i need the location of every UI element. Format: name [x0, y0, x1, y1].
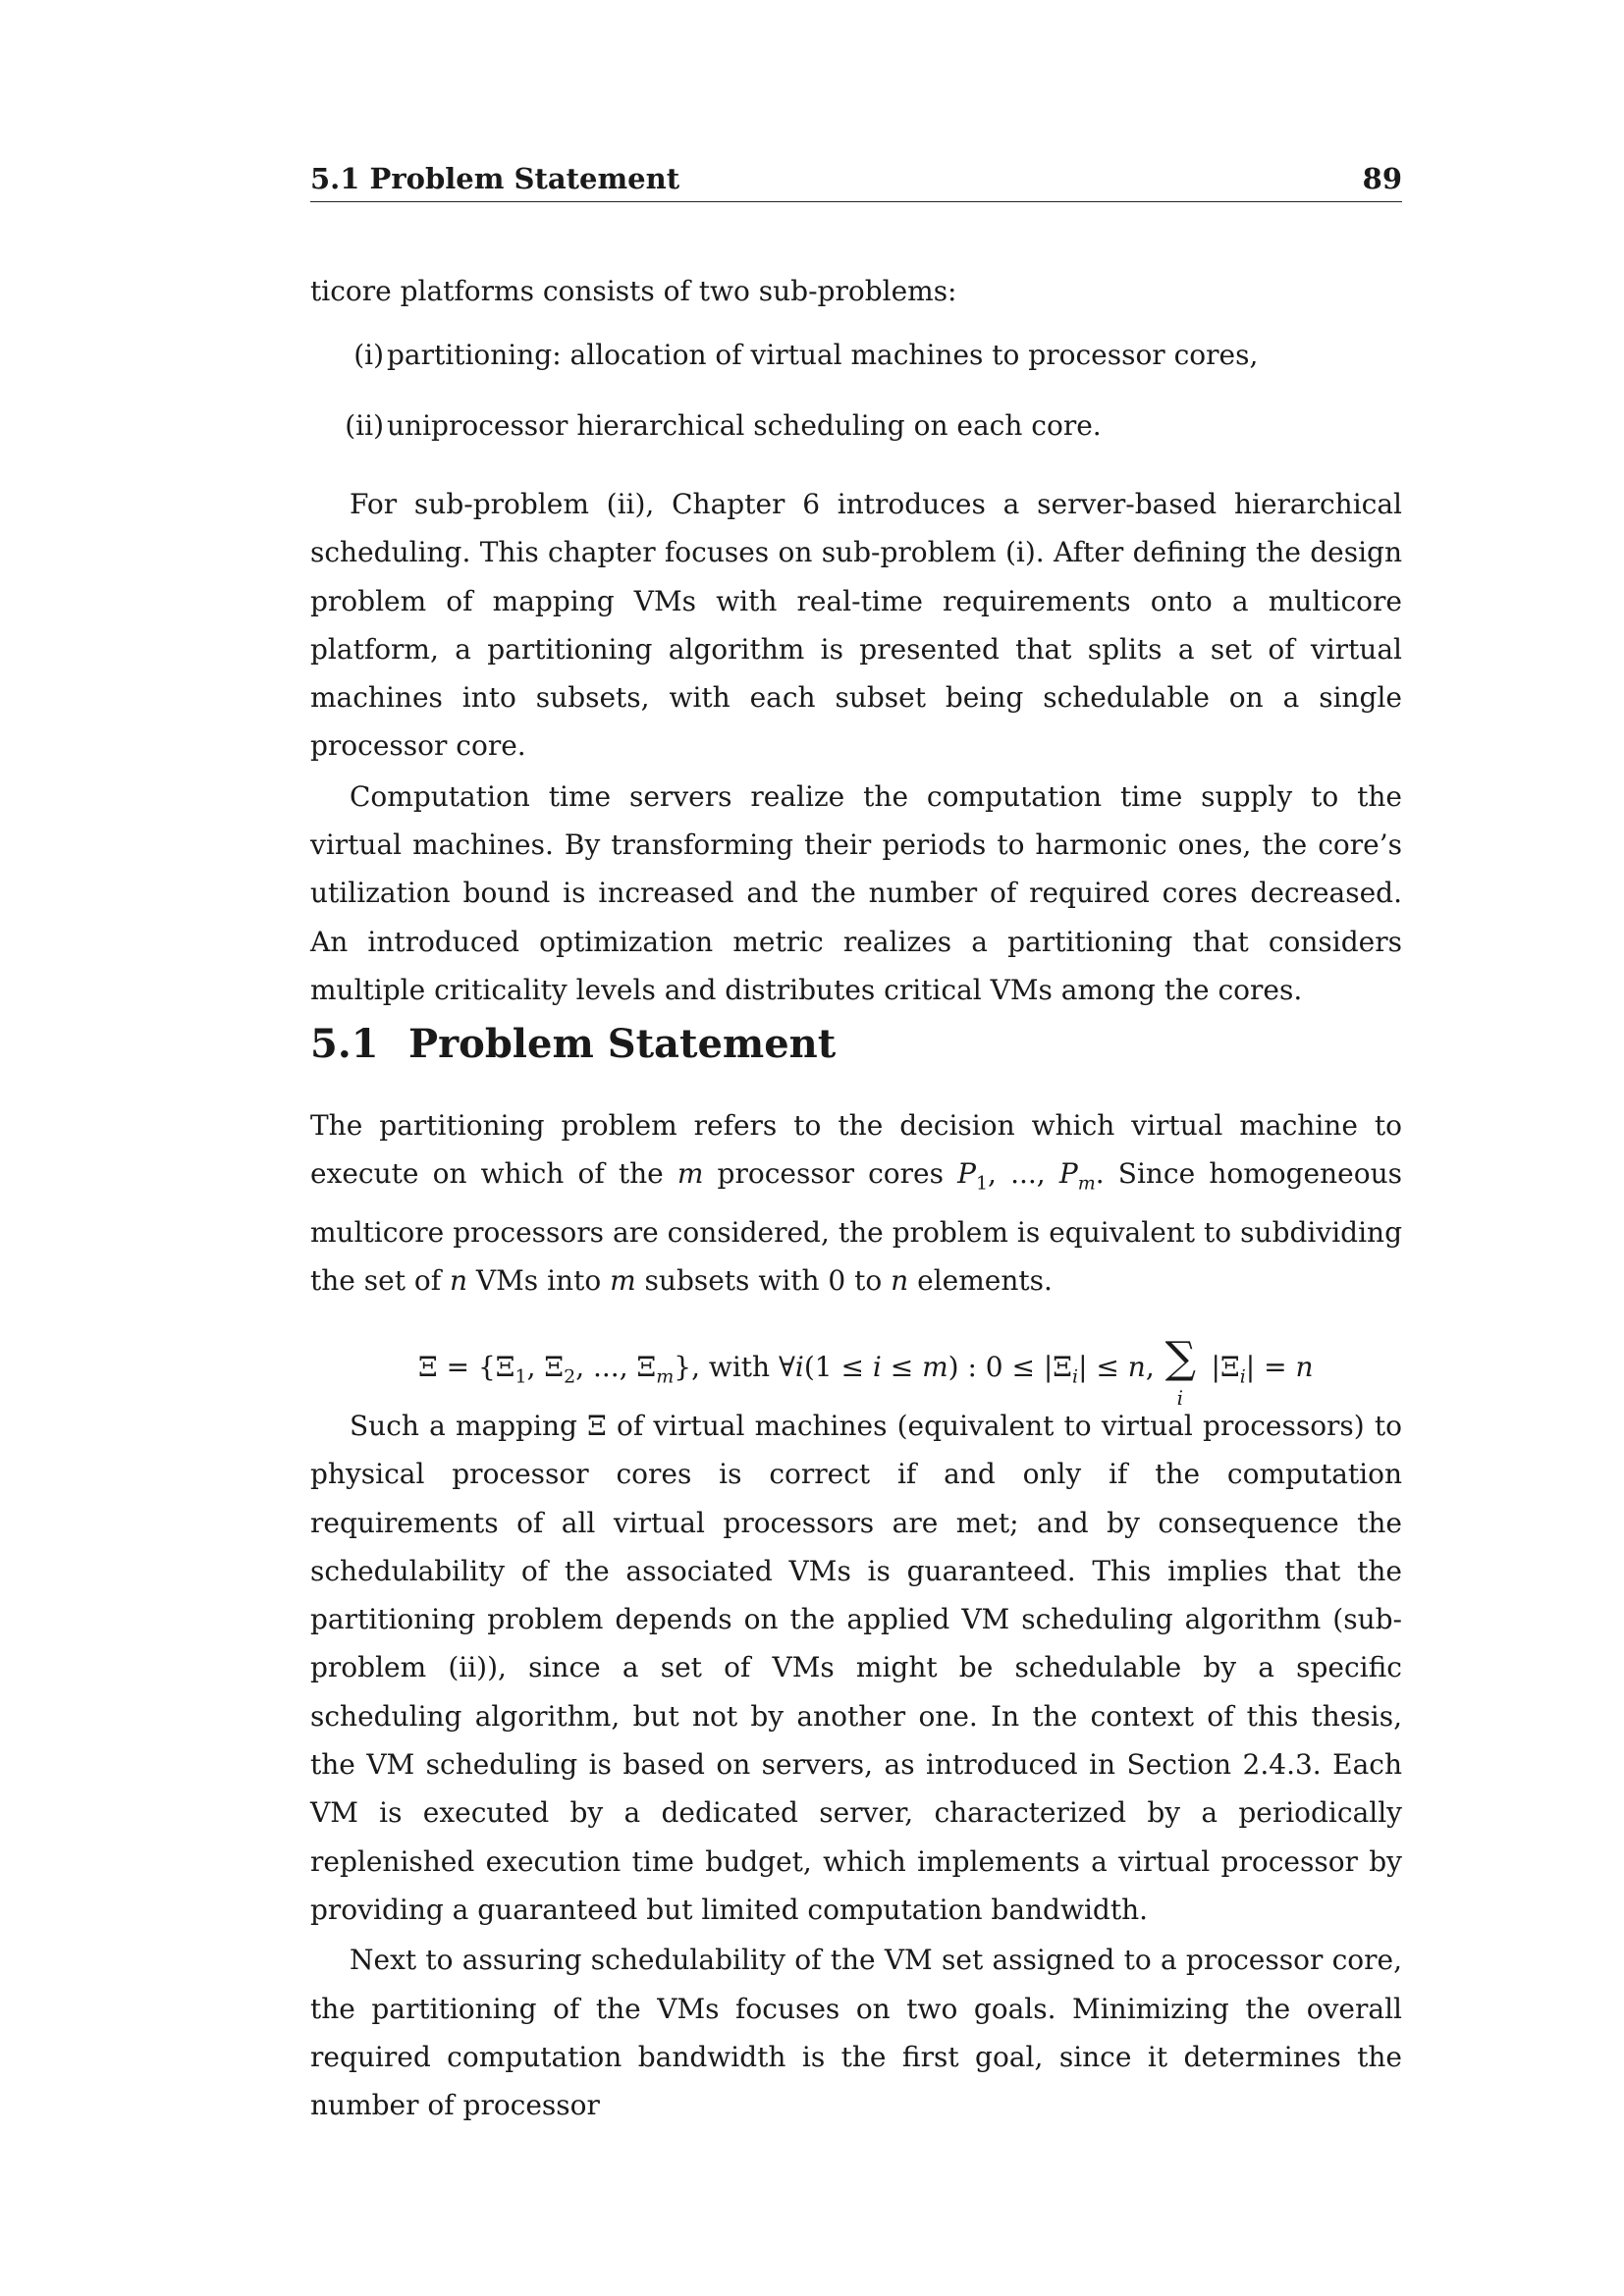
- paragraph: Next to assuring schedulability of the VM set assigned to a processor core, the partitioning of the VMs focuses on two goals. Minimizing the overall required computation bandwidth is the first goal, since it determines the number of processor: [310, 1944, 1402, 2122]
- running-header-title: 5.1 Problem Statement: [310, 162, 680, 195]
- list-item: [310, 339, 1402, 409]
- list-item-text: partitioning: allocation of virtual machines to processor cores,: [387, 339, 1259, 371]
- running-header: [310, 162, 1402, 202]
- page-number: 89: [1362, 162, 1402, 195]
- paragraph: For sub-problem (ii), Chapter 6 introduces a server-based hierarchical scheduling. This chapter focuses on sub-problem (i). After defining the design problem of mapping VMs with real-time requirements onto a multicore platform, a partitioning algorithm is presented that splits a set of virtual machines into subsets, with each subset being schedulable on a single processor core.: [310, 488, 1402, 763]
- section-number: 5.1: [310, 1021, 379, 1067]
- intro-paragraphs: [310, 480, 1402, 1014]
- section-paragraphs: [310, 1402, 1402, 2129]
- list-marker: (ii): [345, 409, 384, 442]
- section-heading: [310, 1021, 836, 1067]
- list-marker: (i): [353, 339, 384, 371]
- section-paragraph-1: [310, 1101, 1402, 1306]
- equation-body: $\Xi = \{\Xi_1$, $\Xi_2$, ..., $\Xi_m$}, with ∀i(1 ≤ i ≤ m) : $0 \le |\Xi_i| \le n$, ∑ i $|\Xi_i| = n$: [418, 1333, 1314, 1410]
- intro-lead: [310, 267, 1402, 315]
- list-item: [310, 409, 1402, 480]
- paragraph: Such a mapping Ξ of virtual machines (equivalent to virtual processors) to physical processor cores is correct if and only if the computation requirements of all virtual processors are met; and by consequence the schedulability of the associated VMs is guaranteed. This implies that the partitioning problem depends on the applied VM scheduling algorithm (sub-problem (ii)), since a set of VMs might be schedulable by a specific scheduling algorithm, but not by another one. In the context of this thesis, the VM scheduling is based on servers, as introduced in Section 2.4.3. Each VM is executed by a dedicated server, characterized by a periodically replenished execution time budget, which implements a virtual processor by providing a guaranteed but limited computation bandwidth.: [310, 1410, 1402, 1926]
- paragraph: ticore platforms consists of two sub-problems:: [310, 275, 957, 307]
- paragraph: The partitioning problem refers to the decision which virtual machine to execute on which of the m processor cores $P_1$, ..., $P_m$. Since homogeneous multicore processors are considered, the problem is equivalent to subdividing the set of n VMs into m subsets with 0 to n elements.: [310, 1109, 1402, 1298]
- paragraph: Computation time servers realize the computation time supply to the virtual machines. By transforming their periods to harmonic ones, the core’s utilization bound is increased and the number of required cores decreased. An introduced optimization metric realizes a partitioning that considers multiple criticality levels and distributes critical VMs among the cores.: [310, 779, 1402, 1006]
- sum-symbol: ∑ i: [1164, 1333, 1197, 1410]
- list-item-text: uniprocessor hierarchical scheduling on each core.: [387, 409, 1102, 442]
- sub-problem-list: [310, 339, 1402, 480]
- section-title: Problem Statement: [408, 1021, 837, 1067]
